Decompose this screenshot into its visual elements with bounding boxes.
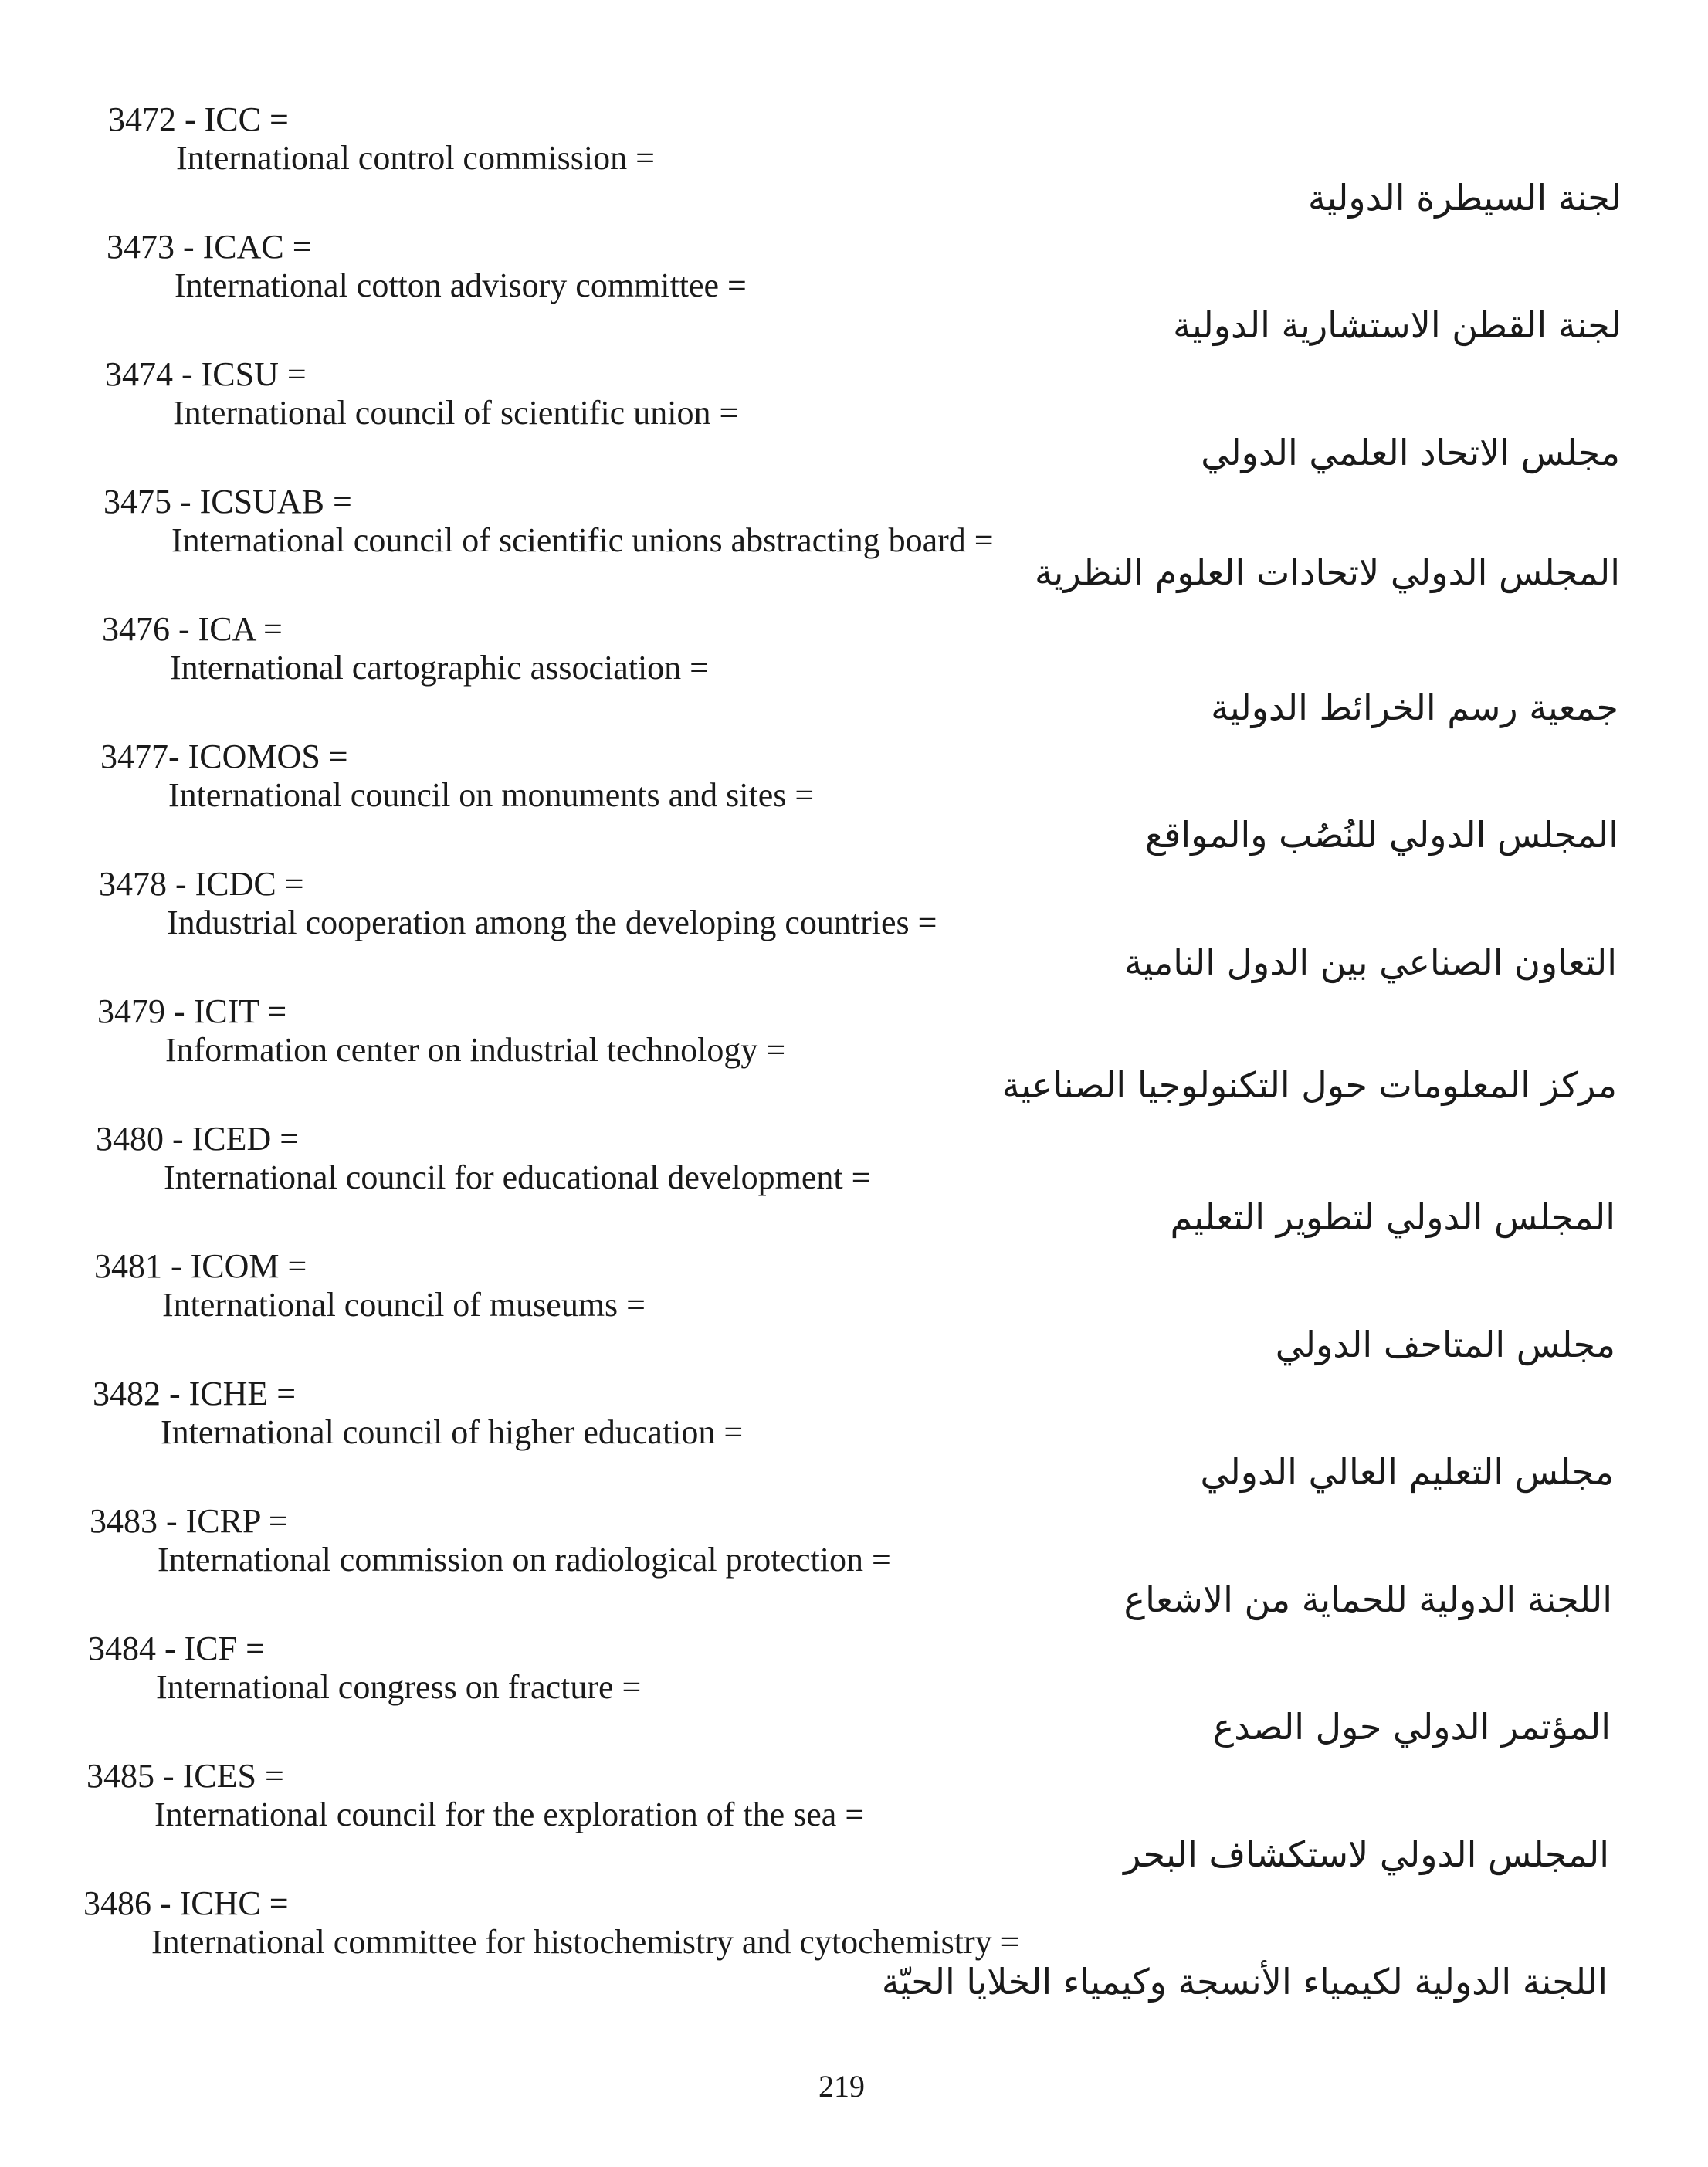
glossary-entry	[0, 100, 1708, 228]
entry-english-term: International committee for histochemistry and cytochemistry =	[151, 1923, 1020, 1961]
entry-english-term: International cotton advisory committee =	[175, 266, 747, 304]
entry-english-term: International cartographic association =	[170, 649, 709, 687]
entry-english-term: International council for the exploration of the sea =	[154, 1796, 865, 1833]
glossary-entry	[0, 1757, 1708, 1884]
entry-arabic-term: المجلس الدولي لتطوير التعليم	[1170, 1196, 1615, 1238]
entry-abbreviation: 3476 - ICA =	[102, 610, 283, 648]
entry-arabic-term: اللجنة الدولية للحماية من الاشعاع	[1123, 1579, 1612, 1620]
entry-abbreviation: 3477- ICOMOS =	[100, 738, 348, 775]
glossary-entry	[0, 865, 1708, 992]
entry-abbreviation: 3484 - ICF =	[88, 1629, 265, 1667]
entry-english-term: International council for educational development =	[164, 1158, 871, 1196]
entry-arabic-term: لجنة السيطرة الدولية	[1307, 177, 1622, 219]
entry-arabic-term: المجلس الدولي لاتحادات العلوم النظرية	[1035, 551, 1620, 593]
glossary-entry	[0, 355, 1708, 483]
entry-arabic-term: المجلس الدولي لاستكشاف البحر	[1123, 1833, 1609, 1875]
entry-abbreviation: 3473 - ICAC =	[107, 228, 312, 266]
entry-english-term: Information center on industrial technology =	[165, 1031, 786, 1069]
entry-english-term: International commission on radiological protection =	[158, 1541, 891, 1579]
entry-english-term: International council of museums =	[162, 1286, 646, 1324]
glossary-entry	[0, 1120, 1708, 1247]
entry-arabic-term: مجلس المتاحف الدولي	[1275, 1324, 1615, 1365]
entry-arabic-term: جمعية رسم الخرائط الدولية	[1211, 687, 1618, 728]
glossary-entry	[0, 738, 1708, 865]
entry-english-term: International council of scientific union =	[173, 394, 739, 432]
entry-abbreviation: 3480 - ICED =	[96, 1120, 300, 1158]
entry-arabic-term: اللجنة الدولية لكيمياء الأنسجة وكيمياء الخلايا الحيّة	[881, 1961, 1608, 2003]
entry-abbreviation: 3474 - ICSU =	[105, 355, 307, 393]
entry-english-term: International control commission =	[176, 139, 655, 177]
entry-abbreviation: 3483 - ICRP =	[90, 1502, 288, 1540]
entry-abbreviation: 3479 - ICIT =	[97, 992, 287, 1030]
glossary-entry	[0, 1375, 1708, 1502]
entry-arabic-term: مركز المعلومات حول التكنولوجيا الصناعية	[1001, 1064, 1617, 1106]
page-number: 219	[818, 2069, 865, 2104]
entry-arabic-term: المؤتمر الدولي حول الصدع	[1212, 1706, 1611, 1748]
glossary-entry	[0, 228, 1708, 355]
entry-arabic-term: مجلس التعليم العالي الدولي	[1200, 1451, 1614, 1493]
entry-english-term: Industrial cooperation among the developing countries =	[167, 904, 937, 941]
entry-arabic-term: لجنة القطن الاستشارية الدولية	[1173, 304, 1622, 346]
entry-english-term: International council of scientific unions abstracting board =	[171, 521, 994, 559]
glossary-entry	[0, 992, 1708, 1120]
glossary-entry	[0, 483, 1708, 610]
entry-english-term: International council on monuments and sites =	[168, 776, 815, 814]
entry-abbreviation: 3472 - ICC =	[108, 100, 289, 138]
entry-english-term: International council of higher education =	[161, 1413, 744, 1451]
entry-abbreviation: 3475 - ICSUAB =	[103, 483, 352, 521]
glossary-entry	[0, 1247, 1708, 1375]
entry-abbreviation: 3482 - ICHE =	[93, 1375, 297, 1412]
glossary-entry	[0, 1884, 1708, 2012]
entry-arabic-term: المجلس الدولي للنُصُب والمواقع	[1144, 814, 1618, 856]
entry-abbreviation: 3481 - ICOM =	[94, 1247, 307, 1285]
entry-english-term: International congress on fracture =	[156, 1668, 642, 1706]
entry-arabic-term: التعاون الصناعي بين الدول النامية	[1124, 941, 1617, 983]
entry-arabic-term: مجلس الاتحاد العلمي الدولي	[1201, 432, 1620, 473]
entry-abbreviation: 3478 - ICDC =	[99, 865, 304, 903]
entry-abbreviation: 3486 - ICHC =	[83, 1884, 289, 1922]
glossary-entry	[0, 610, 1708, 738]
glossary-entry	[0, 1629, 1708, 1757]
glossary-entry	[0, 1502, 1708, 1629]
entry-abbreviation: 3485 - ICES =	[86, 1757, 284, 1795]
